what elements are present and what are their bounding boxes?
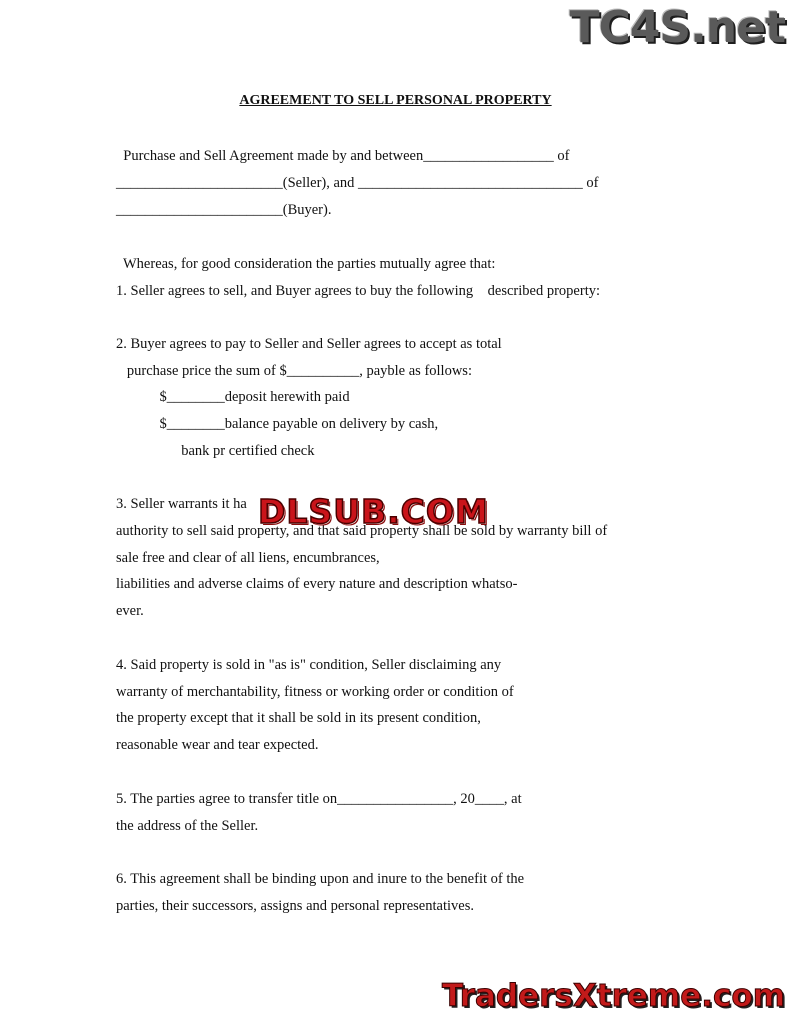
clause-5-line-1: 5. The parties agree to transfer title on________________, 20____, at: [116, 791, 522, 807]
clause-4-line-2: warranty of merchantability, fitness or working order or condition of: [116, 684, 514, 700]
clause-2-bank: bank pr certified check: [116, 443, 315, 459]
parties-line-1: Purchase and Sell Agreement made by and between__________________ of: [116, 148, 570, 164]
clause-2-balance: $________balance payable on delivery by cash,: [116, 416, 439, 432]
clause-2-line-2: purchase price the sum of $__________, payble as follows:: [116, 363, 472, 379]
clause-5-line-2: the address of the Seller.: [116, 818, 259, 834]
watermark-tradersxtreme: TradersXtreme.com: [441, 978, 785, 1014]
clause-3-line-5: ever.: [116, 603, 144, 619]
clause-3-line-1: 3. Seller warrants it ha: [116, 496, 247, 512]
watermark-dlsub: DLSUB.COM: [258, 492, 489, 531]
clause-6-line-1: 6. This agreement shall be binding upon and inure to the benefit of the: [116, 871, 525, 887]
document-title: AGREEMENT TO SELL PERSONAL PROPERTY: [239, 93, 552, 108]
whereas-line: Whereas, for good consideration the parties mutually agree that:: [116, 256, 496, 272]
clause-2-line-1: 2. Buyer agrees to pay to Seller and Seller agrees to accept as total: [116, 336, 502, 352]
clause-3-line-3: sale free and clear of all liens, encumbrances,: [116, 550, 380, 566]
clause-4-line-3: the property except that it shall be sold in its present condition,: [116, 710, 481, 726]
clause-6-line-2: parties, their successors, assigns and personal representatives.: [116, 898, 474, 914]
clause-4-line-4: reasonable wear and tear expected.: [116, 737, 319, 753]
clause-1: 1. Seller agrees to sell, and Buyer agrees to buy the following described property:: [116, 283, 601, 299]
parties-line-2: _______________________(Seller), and _______________________________ of: [116, 175, 599, 191]
clause-3-line-2: authority to sell said property, and that said property shall be sold by warranty bill of: [116, 523, 608, 539]
clause-4-line-1: 4. Said property is sold in "as is" condition, Seller disclaiming any: [116, 657, 502, 673]
clause-3-line-4: liabilities and adverse claims of every nature and description whatso-: [116, 576, 518, 592]
parties-line-3: _______________________(Buyer).: [116, 202, 332, 218]
watermark-tc4s: TC4S.net: [569, 2, 785, 53]
clause-2-deposit: $________deposit herewith paid: [116, 389, 350, 405]
